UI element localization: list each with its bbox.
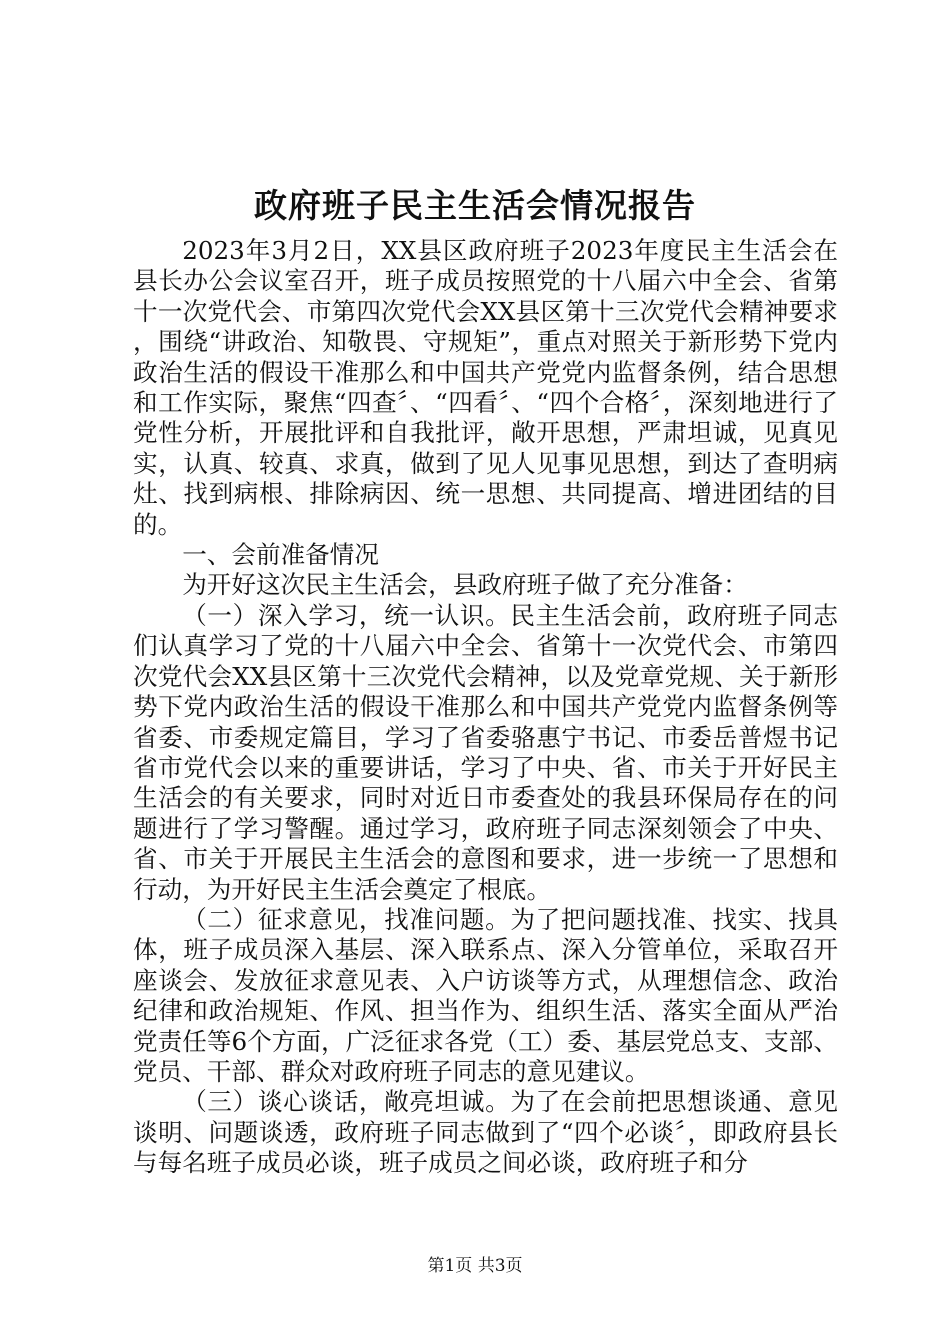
document-title: 政府班子民主生活会情况报告: [254, 186, 696, 225]
paragraph-talks: （三）谈心谈话，敞亮坦诚。为了在会前把思想谈通、意见谈明、问题谈透，政府班子同志做到了“四个必谈〞，即政府县长与每名班子成员必谈，班子成员之间必谈，政府班子和分: [133, 1087, 838, 1178]
paragraph-intro: 2023年3月2日，XX县区政府班子2023年度民主生活会在县长办公会议室召开，班子成员按照党的十八届六中全会、省第十一次党代会、市第四次党代会XX县区第十三次党代会精神要求，围绕“讲政治、知敬畏、守规矩”，重点对照关于新形势下党内政治生活的假设干准那么和中国共产党党内监督条例，结合思想和工作实际，聚焦“四查〞、“四看〞、“四个合格〞，深刻地进行了党性分析，开展批评和自我批评，敞开思想，严肃坦诚，见真见实，认真、较真、求真，做到了见人见事见思想，到达了查明病灶、找到病根、排除病因、统一思想、共同提高、增进团结的目的。: [133, 236, 838, 539]
page-footer: 第1页 共3页: [427, 1256, 523, 1276]
paragraph-opinions: （二）征求意见，找准问题。为了把问题找准、找实、找具体，班子成员深入基层、深入联系点、深入分管单位，采取召开座谈会、发放征求意见表、入户访谈等方式，从理想信念、政治纪律和政治规矩、作风、担当作为、组织生活、落实全面从严治党责任等6个方面，广泛征求各党（工）委、基层党总支、支部、党员、干部、群众对政府班子同志的意见建议。: [133, 904, 838, 1086]
section-heading-preparation: 一、会前准备情况: [182, 540, 379, 570]
paragraph-study: （一）深入学习，统一认识。民主生活会前，政府班子同志们认真学习了党的十八届六中全会、省第十一次党代会、市第四次党代会XX县区第十三次党代会精神，以及党章党规、关于新形势下党内政治生活的假设干准那么和中国共产党党内监督条例等省委、市委规定篇目，学习了省委骆惠宁书记、市委岳普煜书记省市党代会以来的重要讲话，学习了中央、省、市关于开好民主生活会的有关要求，同时对近日市委查处的我县环保局存在的问题进行了学习警醒。通过学习，政府班子同志深刻领会了中央、省、市关于开展民主生活会的意图和要求，进一步统一了思想和行动，为开好民主生活会奠定了根底。: [133, 600, 838, 904]
paragraph-preparation-lead: 为开好这次民主生活会，县政府班子做了充分准备：: [182, 570, 748, 600]
document-body: [133, 236, 838, 1179]
